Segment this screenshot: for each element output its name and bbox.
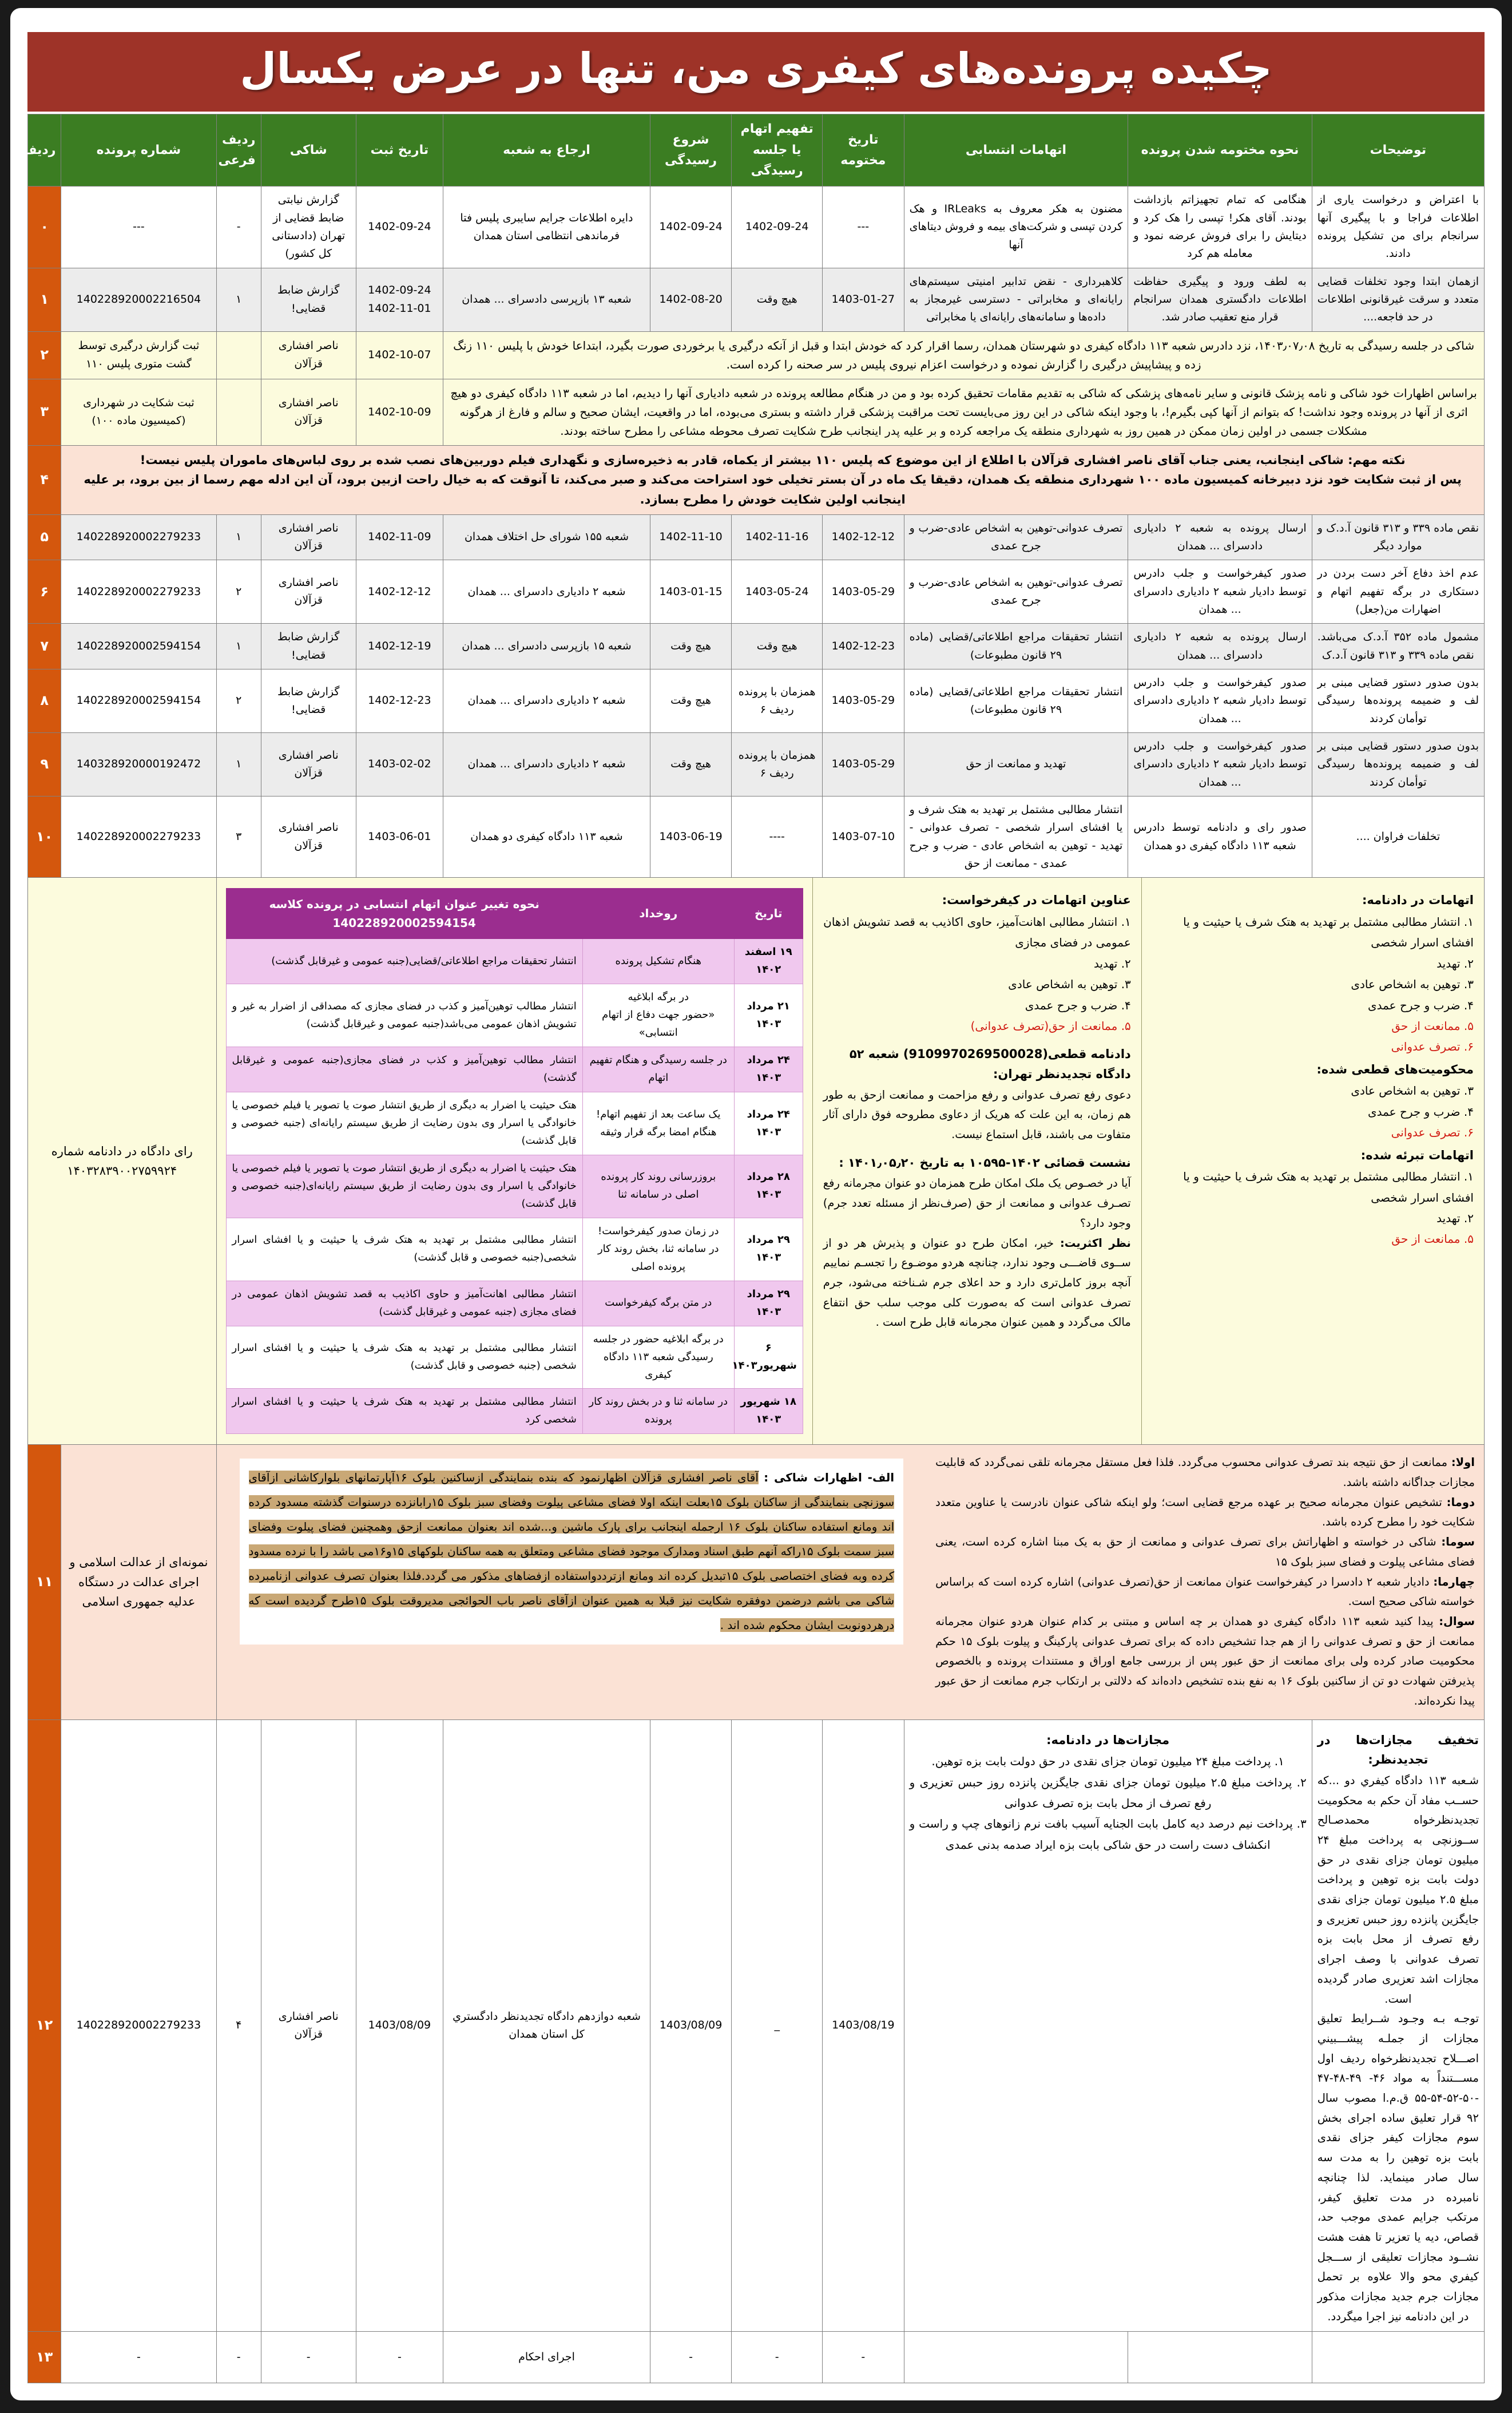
cell-charges: تصرف عدوانی-توهین به اشخاص عادی-ضرب و جرح عمدی xyxy=(904,514,1128,560)
col-branch: ارجاع به شعبه xyxy=(443,114,650,187)
events-table xyxy=(226,888,803,1434)
table-row xyxy=(28,445,1485,514)
table-row xyxy=(28,560,1485,624)
item-number: ۴. xyxy=(1463,998,1474,1012)
cell-important-note: نکته مهم: شاکی اینجانب، یعنی جناب آقای ناصر افشاری قزآلان با اطلاع از این موضوع که پلیس ۱۱۰ بیشتر از یکماه، قادر به ذخیره‌سازی و نگهداری فیلم دوربین‌های نصب شده بر روی لباس‌های ماموران پلیس نیست! پس از ثبت شکایت خود نزد دبیرخانه کمیسیون ماده ۱۰۰ شهرداری منطقه یک همدان، دقیقا یک ماه در آن بستر تخیلی خود استراحت می‌کند و صبر می‌کند، تا آنوقت که به خیال راحت ازبین برود، آن این ادله مهم رسما از بین برود، بر علیه اینجانب اولین شکایت خودش را مطرح بسازد. xyxy=(61,445,1485,514)
note-two-text: تشخیص عنوان مجرمانه صحیح بر عهده مرجع قضایی است؛ ولو اینکه شاکی عنوان نادرست یا عناوین متعدد شکایت خود را مطرح کرده باشد. xyxy=(935,1495,1475,1529)
note-one-label: اولا: xyxy=(1451,1456,1475,1469)
cell-notes: ازهمان ابتدا وجود تخلفات قضایی متعدد و سرقت غیرقانونی اطلاعات در حد فاجعه.... xyxy=(1312,268,1484,331)
cell-rownum: ۸ xyxy=(28,669,61,733)
list-item xyxy=(1152,1122,1474,1143)
cell-sub-row xyxy=(216,331,261,379)
cell-reg-date: 1402-11-09 xyxy=(356,514,443,560)
final-convictions-heading: محکومیت‌های قطعی شده: xyxy=(1316,1062,1474,1076)
final-verdict-heading: دادنامه قطعی(9109970269500028) شعبه ۵۲ دادگاه تجدیدنظر تهران: xyxy=(849,1047,1131,1081)
cell-charges: انتشار تحقیقات مراجع اطلاعاتی/قضایی (ماده ۲۹ قانون مطبوعات) xyxy=(904,669,1128,733)
cell-notes: بدون صدور دستور قضایی مبنی بر لف و ضمیمه پرونده‌ها رسیدگی توأمان کردند xyxy=(1312,669,1484,733)
item-text: تصرف عدوانی xyxy=(1391,1126,1461,1140)
cell-wide-note: براساس اظهارات خود شاکی و نامه پزشک قانونی و سایر نامه‌های پزشکی که شاکی به تقدیم مقامات تحقیق کرده بود و من در هنگام مطالعه پرونده در شعبه دادیاری آنها را دیدیم، اما در شعبه ۱۱۳ دادگاه کیفری دو هیچ اثری از آنها در پرونده وجود نداشت! که بتوانم از آنها کپی بگیرم!، با وجود اینکه شاکی در این روز می‌بایست تحت مراقبت پزشکی قرار داشته و بستری می‌بوده، اما در واقعیت، ایشان صحیح و سالم و فارغ از هرگونه مشکلات جسمی در اولین زمان ممکن در همین روز به شهرداری منطقه یک مراجعه کرده و بر علیه پدر اینجانب طرح شکایت تصرف محوطه مشاعی را مطرح ساخته بودند. xyxy=(443,379,1485,445)
event-how: هتک حیثیت یا اضرار به دیگری از طریق انتشار صوت یا تصویر یا فیلم خصوصی یا خانوادگی یا اسرار وی بدون رضایت از طریق سیستم رایانه‌ای (جنبه خصوصی و قابل گذشت) xyxy=(226,1092,582,1155)
cell-case-number: 140228920002279233 xyxy=(61,560,216,624)
cell-sub-row: ۳ xyxy=(216,797,261,878)
note-one-text: ممانعت از حق نتیجه بند تصرف عدوانی محسوب می‌گردد. فلذا فعل مستقل مجرمانه تلقی نمی‌گردد که قابلیت مجازات جداگانه داشته باشد. xyxy=(935,1456,1475,1489)
list-item xyxy=(823,995,1131,1016)
table-body xyxy=(28,187,1485,2383)
cell-close-date: --- xyxy=(823,187,904,268)
cell-how-closed: ارسال پرونده به شعبه ۲ دادیاری دادسرای ... همدان xyxy=(1128,514,1312,560)
cell-start: 1402-09-24 xyxy=(650,187,732,268)
cell-start: 1402-11-10 xyxy=(650,514,732,560)
cell-sub-row: ۱ xyxy=(216,268,261,331)
cell-how-closed: به لطف ورود و پیگیری حفاظت اطلاعات دادگستری همدان سرانجام قرار منع تعقیب صادر شد. xyxy=(1128,268,1312,331)
list-item xyxy=(1152,1016,1474,1036)
event-what: در سامانه ثنا و در بخش روند کار پرونده xyxy=(582,1389,734,1434)
event-how: انتشار تحقیقات مراجع اطلاعاتی/قضایی(جنبه عمومی و غیرقابل گذشت) xyxy=(226,939,582,984)
cell-plaintiff: ناصر افشاری قزآلان xyxy=(261,514,356,560)
cell-start: - xyxy=(650,2332,732,2383)
event-date: ۶ شهریور۱۴۰۳ xyxy=(734,1326,803,1389)
cell-charges xyxy=(904,2332,1128,2383)
cell-start: هیچ وقت xyxy=(650,624,732,669)
cell-case-number: 140228920002594154 xyxy=(61,624,216,669)
events-col-how: نحوه تغییر عنوان اتهام انتسابی در پرونده کلاسه 140228920002594154 xyxy=(226,889,582,939)
item-number: ۳. xyxy=(1121,977,1131,992)
cell-rownum: ۱۱ xyxy=(28,1445,61,1719)
col-rownum: ردیف xyxy=(28,114,61,187)
cell-sub-row: ۲ xyxy=(216,560,261,624)
cell-branch: شعبه ۲ دادیاری دادسرای ... همدان xyxy=(443,669,650,733)
cell-rownum: ۶ xyxy=(28,560,61,624)
event-row xyxy=(226,1047,803,1092)
cell-plaintiff: ناصر افشاری قزآلان xyxy=(261,1719,356,2332)
cell-rownum: ۵ xyxy=(28,514,61,560)
event-what: در برگه ابلاغیه حضور در جلسه رسیدگی شعبه ۱۱۳ دادگاه کیفری xyxy=(582,1326,734,1389)
item-text: ممانعت از حق xyxy=(1391,1232,1461,1246)
cell-sub-row: ۲ xyxy=(216,669,261,733)
cell-plaintiff: گزارش ضابط قضایی! xyxy=(261,268,356,331)
cases-table xyxy=(22,114,1485,2383)
note-one xyxy=(935,1453,1475,1492)
cell-plaintiff: گزارش ضابط قضایی! xyxy=(261,669,356,733)
event-date: ۱۸ شهریور ۱۴۰۳ xyxy=(734,1389,803,1434)
note-three-text: شاکی در خواسته و اظهاراتش برای تصرف عدوانی و ممانعت از حق به یک مبنا اشاره کرده است، یعنی فضای مشاعی پیلوت و فضای سبز بلوک ۱۵ xyxy=(935,1535,1475,1568)
list-item: ۱. پرداخت مبلغ ۲۴ میلیون تومان جزای نقدی در حق دولت بابت بزه توهین. xyxy=(931,1754,1284,1769)
cell-sub-row: - xyxy=(216,187,261,268)
note-three-label: سوما: xyxy=(1441,1535,1475,1549)
item-number: ۴. xyxy=(1463,1104,1474,1119)
event-date: ۱۹ اسفند ۱۴۰۲ xyxy=(734,939,803,984)
table-row xyxy=(28,733,1485,797)
cell-reg-date: 1402-09-24 xyxy=(356,187,443,268)
cell-plaintiff: ناصر افشاری قزآلان xyxy=(261,733,356,797)
cell-branch: اجرای احکام xyxy=(443,2332,650,2383)
header-row xyxy=(28,114,1485,187)
cell-case-number: 140228920002216504 xyxy=(61,268,216,331)
events-col-date: تاریخ xyxy=(734,889,803,939)
cell-charges: انتشار مطالبی مشتمل بر تهدید به هتک شرف و یا افشای اسرار شخصی - تصرف عدوانی - تهدید - توهین به اشخاص عادی - ضرب و جرح عمدی - ممانعت از حق xyxy=(904,797,1128,878)
event-row xyxy=(226,1281,803,1326)
item-text: توهین به اشخاص عادی xyxy=(1351,977,1461,992)
cell-notes: با اعتراض و درخواست یاری از اطلاعات فراجا و با پیگیری آنها سرانجام برای من تشکیل پرونده دادند. xyxy=(1312,187,1484,268)
cell-start: 1403-06-19 xyxy=(650,797,732,878)
cell-case-number: 140228920002279233 xyxy=(61,797,216,878)
cell-hearing: _ xyxy=(732,1719,823,2332)
cell-reg-date: - xyxy=(356,2332,443,2383)
event-how: هتک حیثیت یا اضرار به دیگری از طریق انتشار صوت یا تصویر یا فیلم خصوصی یا خانوادگی یا اسرار وی بدون رضایت از طریق سیستم رایانه‌ای(جنبه خصوصی و قابل گذشت) xyxy=(226,1155,582,1218)
event-row xyxy=(226,1389,803,1434)
item-number: ۲. xyxy=(1121,956,1131,970)
cell-sub-row: - xyxy=(216,2332,261,2383)
list-item xyxy=(1152,1208,1474,1229)
note-three xyxy=(935,1532,1475,1572)
cell-start: هیچ وقت xyxy=(650,669,732,733)
cell-plaintiff: ناصر افشاری قزآلان xyxy=(261,379,356,445)
cell-hearing: 1403-05-24 xyxy=(732,560,823,624)
cell-charges: تصرف عدوانی-توهین به اشخاص عادی-ضرب و جرح عمدی xyxy=(904,560,1128,624)
cell-close-date: 1402-12-23 xyxy=(823,624,904,669)
cell-hearing: هیچ وقت xyxy=(732,624,823,669)
item-text: توهین به اشخاص عادی xyxy=(1351,1084,1461,1098)
item-text: تصرف عدوانی xyxy=(1391,1040,1461,1054)
table-row xyxy=(28,624,1485,669)
event-date: ۲۹ مرداد ۱۴۰۳ xyxy=(734,1281,803,1326)
final-verdict-body: دعوی رفع تصرف عدوانی و رفع مزاحمت و ممانعت ازحق به طور هم زمان، به این علت که هریک از دعاوی مطروحه فوق دارای آثار متفاوت می باشند، قابل استماع نیست. xyxy=(823,1088,1131,1142)
cell-sub-row: ۴ xyxy=(216,1719,261,2332)
item-text: انتشار مطالبی اهانت‌آمیز، حاوی اکاذیب به قصد تشویش اذهان عمومی در فضای مجازی xyxy=(823,915,1131,950)
event-how: انتشار مطالب توهین‌آمیز و کذب در فضای مجازی که مصداقی از اضرار به غیر و تشویش اذهان عمومی می‌باشد(جنبه عمومی و غیرقابل گذشت) xyxy=(226,984,582,1047)
cell-hearing: 1402-11-16 xyxy=(732,514,823,560)
cell-close-date: 1403-05-29 xyxy=(823,733,904,797)
statement-text: آقای ناصر افشاری قزآلان اظهارنمود که بنده بنمایندگی ازساکنین بلوک ۱۶آپارتمانهای بلوارکاشانی ازآقای سوزنچی بنمایندگی از ساکنان بلوک ۱۵بعلت اینکه اولا فضای مشاعی پیلوت وفضای سبز بلوک ۱۵رابانزده درسنوات گذشته مسدود کرده اند ومانع استفاده ساکنان بلوک ۱۶ ارجمله اینجانب برای پارک ماشین و...شده اند بعنوان ممانعت ازحق وهمچنین فضای پیلوت وفضای سبز سمت بلوک ۱۵راکه آنهم طبق اسناد ومدارک موجود فضای مشاعی ومتعلق به همه ساکنان بلوکهای ۱۵و۱۶می باشد را با نرده مسدود کرده وبه فضای اختصاصی بلوک ۱۵تبدیل کرده اند ومانع ازترددواستفاده ازفضاهای مذکور می گردد.فلذا بعنوان تصرف عدوانی ازنامبرده شاکی می باشم درضمن دوفقره شکایت نیز قبلا به همین عنوان ازآقای ناصر باب الحوائجی مدیروقت بلوک ۱۵طرح گردیده است که درهردونوبت ایشان محکوم شده اند . xyxy=(248,1471,895,1633)
event-what: در متن برگه کیفرخواست xyxy=(582,1281,734,1326)
cell-reg-date: 1402-12-19 xyxy=(356,624,443,669)
cell-hearing: - xyxy=(732,2332,823,2383)
col-start: شروع رسیدگی xyxy=(650,114,732,187)
event-row xyxy=(226,1218,803,1281)
table-row xyxy=(28,268,1485,331)
cell-notes xyxy=(1312,2332,1484,2383)
cell-how-closed: صدور کیفرخواست و جلب دادرس توسط دادیار شعبه ۲ دادیاری دادسرای ... همدان xyxy=(1128,669,1312,733)
cell-branch: شعبه ۲ دادیاری دادسرای ... همدان xyxy=(443,560,650,624)
cell-start: 1402-08-20 xyxy=(650,268,732,331)
page-title: چکیده پرونده‌های کیفری من، تنها در عرض یکسال xyxy=(27,32,1485,112)
cell-rownum: ۰ xyxy=(28,187,61,268)
event-row xyxy=(226,1155,803,1218)
note-four-label: چهارما: xyxy=(1433,1575,1475,1588)
list-item xyxy=(1152,1229,1474,1249)
item-text: توهین به اشخاص عادی xyxy=(1008,977,1118,992)
list-item: ۲. پرداخت مبلغ ۲.۵ میلیون تومان جزای نقدی جایگزین پانزده روز حبس تعزیری و رفع تصرف از محل بابت بزه تصرف عدوانی xyxy=(909,1775,1307,1810)
event-what: در زمان صدور کیفرخواست! در سامانه ثنا، بخش روند کار پرونده اصلی xyxy=(582,1218,734,1281)
cell-reg-date: 1402-12-12 xyxy=(356,560,443,624)
note-four-text: دادیار شعبه ۲ دادسرا در کیفرخواست عنوان ممانعت از حق(تصرف عدوانی) اشاره کرده است که براساس خواسته شاکی صحیح است. xyxy=(935,1575,1475,1608)
cell-close-date: 1402-12-12 xyxy=(823,514,904,560)
cell-charges: انتشار تحقیقات مراجع اطلاعاتی/قضایی (ماده ۲۹ قانون مطبوعات) xyxy=(904,624,1128,669)
cell-how-closed: صدور کیفرخواست و جلب دادرس توسط دادیار شعبه ۲ دادیاری دادسرای ... همدان xyxy=(1128,733,1312,797)
cell-punishments xyxy=(904,1719,1312,2332)
statement-label: الف- اظهارات شاکی : xyxy=(764,1471,895,1485)
table-row xyxy=(28,797,1485,878)
event-how: انتشار مطالب توهین‌آمیز و کذب در فضای مجازی(جنبه عمومی و غیرقابل گذشت) xyxy=(226,1047,582,1092)
cell-close-date: 1403-05-29 xyxy=(823,560,904,624)
item-number: ۵. xyxy=(1463,1232,1474,1246)
acquitted-heading: اتهامات تبرئه شده: xyxy=(1360,1148,1474,1162)
cell-start: 1403/08/09 xyxy=(650,1719,732,2332)
cell-rownum: ۱۳ xyxy=(28,2332,61,2383)
item-number: ۱. xyxy=(1121,915,1131,929)
cell-sub-row: ۱ xyxy=(216,733,261,797)
cell-plaintiff: ناصر افشاری قزآلان xyxy=(261,560,356,624)
table-row xyxy=(28,331,1485,379)
col-charges: اتهامات انتسابی xyxy=(904,114,1128,187)
reduction-body: شـعبه ۱۱۳ دادگاه کیفري دو ...که حســب مفاد آن حکم به محکومیت تجدیدنظرخواه محمدصـالح ســوزنچی به پرداخت مبلغ ۲۴ میلیون تومان جزای نقدی در حق دولت بابت بزه توهین و پرداخت مبلغ ۲.۵ میلیون تومان جزای نقدی جایگزین پانزده روز حبس تعزیری و رفع تصرف از محل بابت بزه تصرف عدوانی با وصف اجرای مجازات اشد تعزیری صادر گردیده است. توجـه بـه وجـود شــرایط تعلیق مجازات از جملـه پیشـــبیني اصـــلاح تجدیدنظرخواه ردیف اول مســـتنداً به مواد ۴۶- ۴۹-۴۸-۴۷ -۵۰-۵۲-۵۴-۵۵ ق.م.ا مصوب سال ۹۲ قرار تعلیق ساده اجرای بخش سوم مجازات کیفر جزای نقدی بابت بزه توهین را به مدت سه سال صادر مینماید. لذا چنانچه نامبرده در مدت تعلیق کیفر، مرتکب جرایم عمدی موجب حد، قصاص، دیه یا تعزیر تا هفت هشت نشــود مجازات تعلیقی از ســـجل کیفري محو والا علاوه بر تحمل مجازات جرم جدید مجازات مذکور در این دادنامه نیز اجرا میگردد. xyxy=(1317,1773,1479,2323)
cell-reg-date: 1403/08/09 xyxy=(356,1719,443,2332)
list-item xyxy=(1152,974,1474,994)
item-text: انتشار مطالبی مشتمل بر تهدید به هتک شرف یا حیثیت و یا افشای اسرار شخصی xyxy=(1183,1170,1474,1204)
item-number: ۳. xyxy=(1463,977,1474,992)
table-row xyxy=(28,2332,1485,2383)
item-text: ضرب و جرح عمدی xyxy=(1367,998,1461,1012)
judgment-panel-row xyxy=(28,878,1485,1445)
cell-how-closed: ارسال پرونده به شعبه ۲ دادیاری دادسرای ... همدان xyxy=(1128,624,1312,669)
cell-hearing: همزمان با پرونده ردیف ۶ xyxy=(732,669,823,733)
cell-reduction xyxy=(1312,1719,1484,2332)
events-col-event: روخداد xyxy=(582,889,734,939)
note-four xyxy=(935,1572,1475,1612)
col-plaintiff: شاکی xyxy=(261,114,356,187)
cell-how-closed: هنگامی که تمام تجهیزاتم بازداشت بودند. آقای هکر! تپسی را هک کرد و دیتایش را برای فروش عرضه نمود و معامله هم کرد xyxy=(1128,187,1312,268)
statement-panel xyxy=(216,1445,1484,1719)
cell-branch: شعبه دوازدهم دادگاه تجدیدنظر دادگستري کل استان همدان xyxy=(443,1719,650,2332)
cell-reg-date: 1402-12-23 xyxy=(356,669,443,733)
cell-how-closed xyxy=(1128,2332,1312,2383)
item-text: تهدید xyxy=(1436,1211,1461,1226)
table-header xyxy=(22,114,1485,187)
item-text: ضرب و جرح عمدی xyxy=(1025,998,1118,1012)
cell-plaintiff: - xyxy=(261,2332,356,2383)
events-body xyxy=(226,939,803,1434)
statement-panel-row xyxy=(28,1445,1485,1719)
list-item xyxy=(1152,1036,1474,1057)
cell-case-number: - xyxy=(61,2332,216,2383)
cell-wide-note: شاکی در جلسه رسیدگی به تاریخ ۱۴۰۳٫۰۷٫۰۸، نزد دادرس شعبه ۱۱۳ دادگاه کیفری دو شهرستان همدان، رسما اقرار کرد که خودش ابتدا و قبل از آنکه درگیری یا برخوردی صورت بگیرد، ابتداعا خودش با پلیس ۱۱۰ زنگ زده و پیشاپیش درگیری را گزارش نموده و درخواست اعزام نیروی پلیس در سر صحنه را کرده است. xyxy=(443,331,1485,379)
event-date: ۲۹ مرداد ۱۴۰۳ xyxy=(734,1218,803,1281)
event-how: انتشار مطالبی اهانت‌آمیز و حاوی اکاذیب به قصد تشویش اذهان عمومی در فضای مجازی (جنبه عمومی و غیرقابل گذشت) xyxy=(226,1281,582,1326)
cell-branch: شعبه ۱۱۳ دادگاه کیفری دو همدان xyxy=(443,797,650,878)
item-text: ممانعت از حق(تصرف عدوانی) xyxy=(970,1019,1118,1033)
event-what: یک ساعت بعد از تفهیم اتهام! هنگام امضا برگه قرار وثیقه xyxy=(582,1092,734,1155)
cell-hearing: همزمان با پرونده ردیف ۶ xyxy=(732,733,823,797)
event-date: ۲۴ مرداد ۱۴۰۳ xyxy=(734,1092,803,1155)
list-item xyxy=(1152,912,1474,953)
note-five-label: سوال: xyxy=(1439,1615,1475,1628)
cell-sub-row xyxy=(216,379,261,445)
cell-close-date: - xyxy=(823,2332,904,2383)
list-item xyxy=(823,912,1131,953)
item-text: تهدید xyxy=(1093,956,1118,970)
list-item xyxy=(1152,1080,1474,1101)
event-row xyxy=(226,1326,803,1389)
majority-label: نظر اکثریت: xyxy=(1059,1236,1131,1250)
cell-case-number: 140228920002279233 xyxy=(61,1719,216,2332)
cell-case-number: 140328920000192472 xyxy=(61,733,216,797)
event-row xyxy=(226,1092,803,1155)
cell-plaintiff: ناصر افشاری قزآلان xyxy=(261,331,356,379)
list-item xyxy=(823,953,1131,974)
cell-start: 1403-01-15 xyxy=(650,560,732,624)
event-how: انتشار مطالبی مشتمل بر تهدید به هتک شرف یا حیثیت و یا افشای اسرار شخصی کرد xyxy=(226,1389,582,1434)
cell-notes: تخلفات فراوان .... xyxy=(1312,797,1484,878)
cell-rownum: ۴ xyxy=(28,445,61,514)
col-reg-date: تاریخ ثبت xyxy=(356,114,443,187)
item-number: ۵. xyxy=(1121,1019,1131,1033)
item-text: ضرب و جرح عمدی xyxy=(1367,1104,1461,1119)
verdict-charges-heading: اتهامات در دادنامه: xyxy=(1362,893,1474,908)
item-number: ۴. xyxy=(1121,998,1131,1012)
cell-branch: شعبه ۲ دادیاری دادسرای ... همدان xyxy=(443,733,650,797)
cell-reg-date: 1402-10-09 xyxy=(356,379,443,445)
cell-reg-date: 1403-06-01 xyxy=(356,797,443,878)
cell-rownum: ۲ xyxy=(28,331,61,379)
cell-hearing: 1402-09-24 xyxy=(732,187,823,268)
reduction-heading: تخفیف مجازات‌ها در تجدیدنظر: xyxy=(1317,1733,1479,1767)
judgment-panel xyxy=(216,878,1484,1445)
item-number: ۶. xyxy=(1463,1040,1474,1054)
cell-reg-date: 1402-09-24 1402-11-01 xyxy=(356,268,443,331)
cell-notes: عدم اخذ دفاع آخر دست بردن در دستکاری در برگه تفهیم اتهام و اضهارات من(جعل) xyxy=(1312,560,1484,624)
list-item xyxy=(1152,1166,1474,1208)
list-item xyxy=(1152,1101,1474,1122)
cell-branch: شعبه ۱۵۵ شورای حل اختلاف همدان xyxy=(443,514,650,560)
cell-branch: شعبه ۱۳ بازپرسی دادسرای ... همدان xyxy=(443,268,650,331)
cell-branch: شعبه ۱۵ بازپرسی دادسرای ... همدان xyxy=(443,624,650,669)
event-how: انتشار مطالبی مشتمل بر تهدید به هتک شرف یا حیثیت و یا افشای اسرار شخصی (جنبه خصوصی و قابل گذشت) xyxy=(226,1326,582,1389)
cell-sub-row: ۱ xyxy=(216,514,261,560)
cell-how-closed: صدور رای و دادنامه توسط دادرس شعبه ۱۱۳ دادگاه کیفری دو همدان xyxy=(1128,797,1312,878)
table-row xyxy=(28,514,1485,560)
cell-rownum: ۹ xyxy=(28,733,61,797)
indictment-titles-heading: عناوین اتهامات در کیفرخواست: xyxy=(942,893,1131,908)
item-text: ممانعت از حق xyxy=(1391,1019,1461,1033)
item-number: ۲. xyxy=(1463,1211,1474,1226)
table-row xyxy=(28,1719,1485,2332)
cell-close-date: 1403/08/19 xyxy=(823,1719,904,2332)
item-text: تهدید xyxy=(1436,956,1461,970)
event-date: ۲۱ مرداد ۱۴۰۳ xyxy=(734,984,803,1047)
list-item xyxy=(1152,953,1474,974)
event-date: ۲۸ مرداد ۱۴۰۳ xyxy=(734,1155,803,1218)
events-header-row xyxy=(226,889,803,939)
cell-notes: بدون صدور دستور قضایی مبنی بر لف و ضمیمه پرونده‌ها رسیدگی توأمان کردند xyxy=(1312,733,1484,797)
session-question: آیا در خصـوص یک ملک امکان طرح همزمان دو عنوان مجرمانه رفع تصـرف عدوانی و ممانعت از حق (صرف‌نظر از مسئله تعدد جرم) وجود دارد؟ xyxy=(823,1176,1131,1230)
cell-rownum: ۱ xyxy=(28,268,61,331)
col-notes: توضیحات xyxy=(1312,114,1484,187)
cell-start: هیچ وقت xyxy=(650,733,732,797)
cell-case-number: ثبت شکایت در شهرداری (کمیسیون ماده ۱۰۰) xyxy=(61,379,216,445)
item-number: ۳. xyxy=(1463,1084,1474,1098)
event-date: ۲۴ مرداد ۱۴۰۳ xyxy=(734,1047,803,1092)
punishments-heading: مجازات‌ها در دادنامه: xyxy=(1046,1733,1170,1747)
list-item xyxy=(823,1016,1131,1036)
cell-case-number: 140228920002279233 xyxy=(61,514,216,560)
judgment-number-label: رای دادگاه در دادنامه شماره ۱۴۰۳۲۸۳۹۰۰۲۷۵۹۹۲۴ xyxy=(28,878,217,1445)
note-two-label: دوما: xyxy=(1446,1495,1475,1509)
cell-notes: مشمول ماده ۳۵۲ آ.د.ک می‌باشد. نقص ماده ۳۳۹ و ۳۱۳ قانون آ.د.ک xyxy=(1312,624,1484,669)
cell-rownum: ۱۰ xyxy=(28,797,61,878)
col-sub-row: ردیف فرعی xyxy=(216,114,261,187)
cell-plaintiff: گزارش نیابتی ضابط قضایی از تهران (دادستانی کل کشور) xyxy=(261,187,356,268)
event-row xyxy=(226,939,803,984)
cell-case-number: 140228920002594154 xyxy=(61,669,216,733)
col-how-closed: نحوه مختومه شدن پرونده xyxy=(1128,114,1312,187)
note-five-text: پیدا کنید شعبه ۱۱۳ دادگاه کیفری دو همدان بر چه اساس و مبتنی بر کدام عنوان هردو عنوان مجرمانه ممانعت از حق و تصرف عدوانی را از هم جدا تشخیص داده که برای تصرف عدوانی پارکینگ و پیلوت بلوک ۱۵ حکم محکومیت صادر کرده ولی برای ممانعت از حق عبور پس از بررسی جامع اوراق و مستندات پرونده و بالخصوص پذیرفتن شهادت دو تن از ساکنین بلوک ۱۶ به نفع بنده تشخیص داده‌اند که دلالتی بر ارتکاب جرم ممانعت از حق عبور پیدا نکرده‌اند. xyxy=(935,1615,1475,1707)
cell-plaintiff: گزارش ضابط قضایی! xyxy=(261,624,356,669)
col-close-date: تاریخ مختومه xyxy=(823,114,904,187)
cell-plaintiff: ناصر افشاری قزآلان xyxy=(261,797,356,878)
note-five xyxy=(935,1612,1475,1711)
cell-reg-date: 1403-02-02 xyxy=(356,733,443,797)
majority-opinion xyxy=(823,1234,1131,1333)
session-heading: نشست قضائی ۱۴۰۲-۱۰۵۹۵ به تاریخ ۱۴۰۱٫۰۵٫۲۰ : xyxy=(839,1155,1131,1170)
list-item xyxy=(823,974,1131,994)
row11-label: نمونه‌ای از عدالت اسلامی و اجرای عدالت در دستگاه عدلیه جمهوری اسلامی xyxy=(61,1445,216,1719)
col-hearing: تفهیم اتهام یا جلسه رسیدگی xyxy=(732,114,823,187)
cell-close-date: 1403-05-29 xyxy=(823,669,904,733)
table-row xyxy=(28,187,1485,268)
item-number: ۲. xyxy=(1463,956,1474,970)
list-item: ۳. پرداخت نیم درصد دیه کامل بابت الجنایه آسیب بافت نرم زانوهای چپ و راست و انکشاف دست راست در حق شاکی بابت بزه ایراد صدمه بدنی عمدی xyxy=(909,1817,1307,1852)
item-number: ۵. xyxy=(1463,1019,1474,1033)
item-text: انتشار مطالبی مشتمل بر تهدید به هتک شرف یا حیثیت و یا افشای اسرار شخصی xyxy=(1183,915,1474,950)
event-what: هنگام تشکیل پرونده xyxy=(582,939,734,984)
item-number: ۱. xyxy=(1463,1170,1474,1184)
cell-branch: دایره اطلاعات جرایم سایبری پلیس فتا فرماندهی انتظامی استان همدان xyxy=(443,187,650,268)
table-row xyxy=(28,669,1485,733)
cell-notes: نقص ماده ۳۳۹ و ۳۱۳ قانون آ.د.ک و موارد دیگر xyxy=(1312,514,1484,560)
document-sheet xyxy=(10,8,1502,2400)
cell-rownum: ۳ xyxy=(28,379,61,445)
cell-close-date: 1403-01-27 xyxy=(823,268,904,331)
cell-rownum: ۷ xyxy=(28,624,61,669)
cell-hearing: ---- xyxy=(732,797,823,878)
cell-sub-row: ۱ xyxy=(216,624,261,669)
cell-case-number: ثبت گزارش درگیری توسط گشت متوری پلیس ۱۱۰ xyxy=(61,331,216,379)
majority-body: خیر، امکان طرح دو عنوان و پذیرش هر دو از ســوی قاضـــی وجود ندارد، چنانچه هردو موضـوع را تجسـم نماییم آنچه بروز کامل‌تری دارد و حد اعلای جرم شـناخته می‌شود، جرم تصرف عدوانی است که به‌صورت کلی موجب سلب حق انتفاع مالک می‌گردد و همین عنوان مجرمانه قابل طرح است . xyxy=(823,1236,1131,1329)
col-case-number: شماره پرونده xyxy=(61,114,216,187)
note-two xyxy=(935,1493,1475,1532)
cell-charges: تهدید و ممانعت از حق xyxy=(904,733,1128,797)
event-what: بروزرسانی روند کار پرونده اصلی در سامانه ثنا xyxy=(582,1155,734,1218)
list-item xyxy=(1152,995,1474,1016)
cell-close-date: 1403-07-10 xyxy=(823,797,904,878)
cell-charges: مضنون به هکر معروف به IRLeaks و هک کردن تپسی و شرکت‌های بیمه و فروش دیتاهای آنها xyxy=(904,187,1128,268)
cell-rownum: ۱۲ xyxy=(28,1719,61,2332)
plaintiff-statement-block xyxy=(240,1459,904,1645)
cell-case-number: --- xyxy=(61,187,216,268)
event-what: در برگه ابلاغیه «حضور جهت دفاع از اتهام انتسابی» xyxy=(582,984,734,1047)
item-number: ۶. xyxy=(1463,1126,1474,1140)
cell-how-closed: صدور کیفرخواست و جلب دادرس توسط دادیار شعبه ۲ دادیاری دادسرای ... همدان xyxy=(1128,560,1312,624)
cell-charges: کلاهبرداری - نقض تدابیر امنیتی سیستم‌های رایانه‌ای و مخابراتی - دسترسی غیرمجاز به داده‌ها و سامانه‌های رایانه‌ای یا مخابراتی xyxy=(904,268,1128,331)
item-number: ۱. xyxy=(1463,915,1474,929)
event-how: انتشار مطالبی مشتمل بر تهدید به هتک شرف یا حیثیت و یا افشای اسرار شخصی(جنبه خصوصی و قابل گذشت) xyxy=(226,1218,582,1281)
table-row xyxy=(28,379,1485,445)
cell-reg-date: 1402-10-07 xyxy=(356,331,443,379)
cell-hearing: هیچ وقت xyxy=(732,268,823,331)
event-what: در جلسه رسیدگی و هنگام تفهیم اتهام xyxy=(582,1047,734,1092)
event-row xyxy=(226,984,803,1047)
